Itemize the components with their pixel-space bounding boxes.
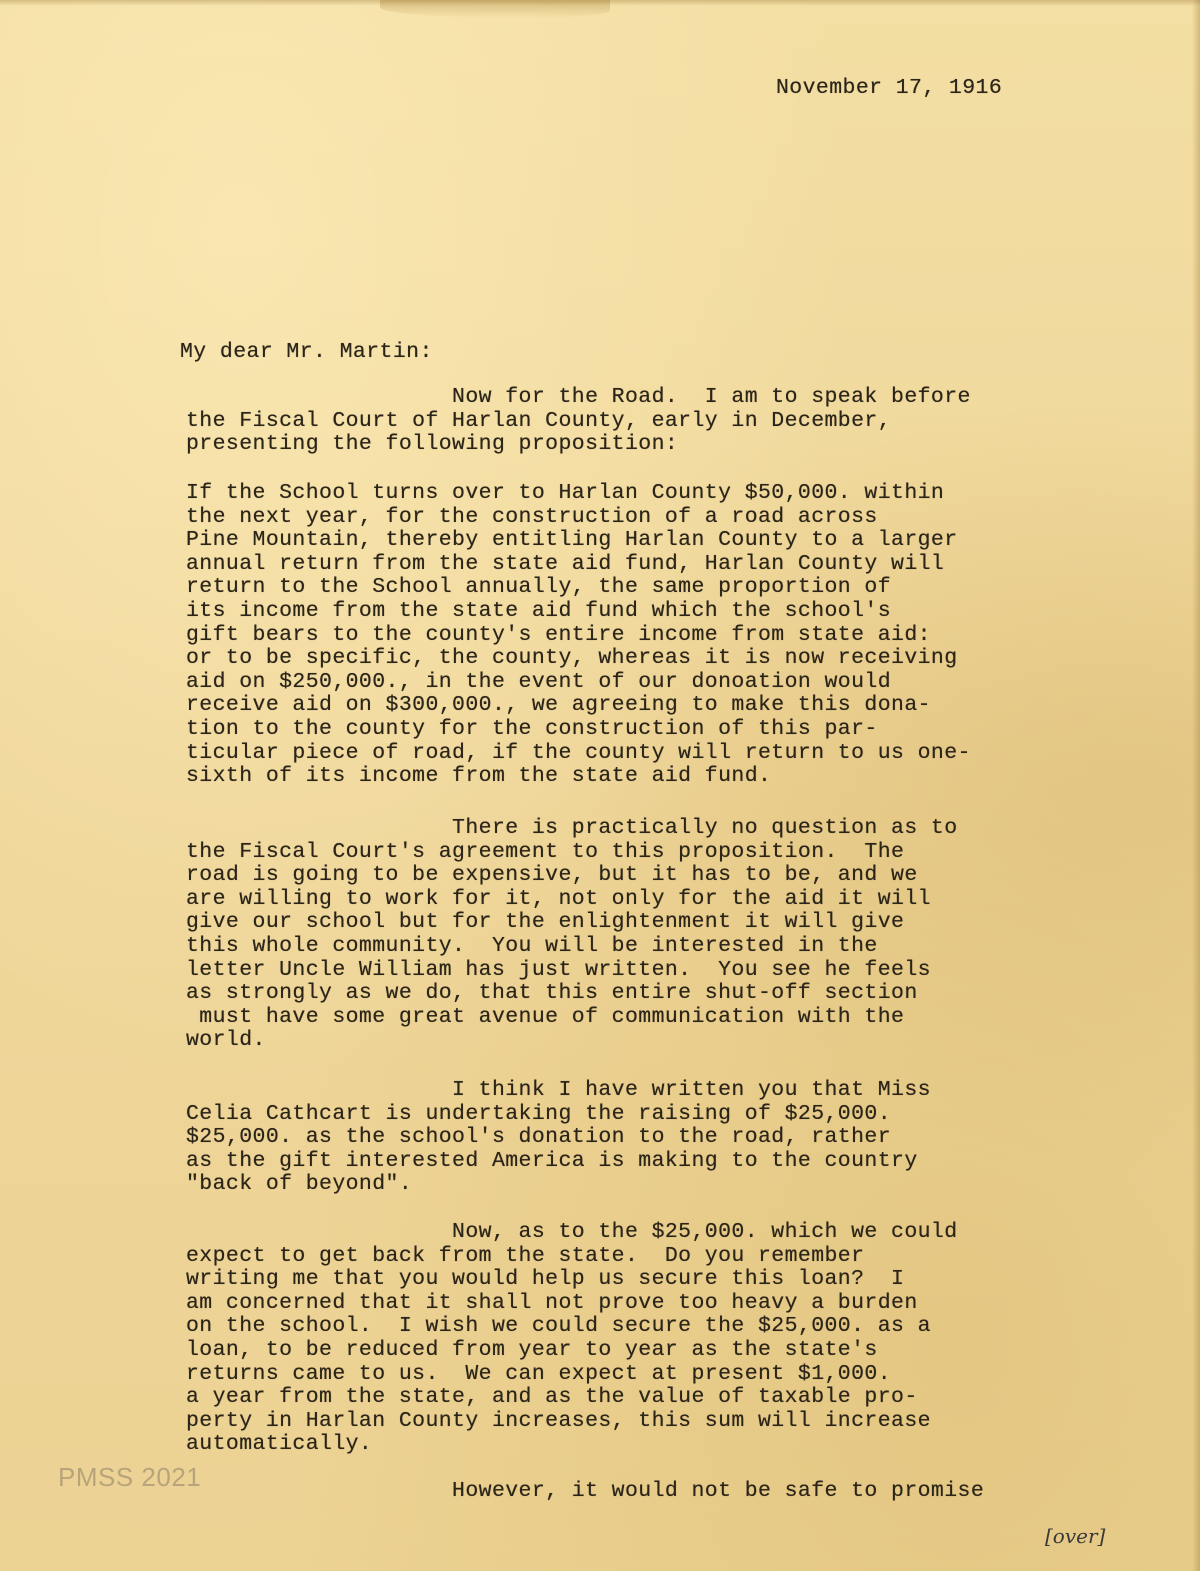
archive-watermark: PMSS 2021: [58, 1462, 202, 1492]
paragraph-however: However, it would not be safe to promise: [186, 1479, 985, 1503]
archive-note: [over]: [1045, 1524, 1106, 1548]
letter-date: November 17, 1916: [776, 76, 1003, 100]
paragraph-proposition: If the School turns over to Harlan County $50,000. within the next year, for the construction of a road across Pine Mountain, thereby entitling Harlan County to a larger annual return from the state aid fund, Harlan County will return to the School annually, the same proportion of its income from the state aid fund which the school's gift bears to the county's entire income from state aid: or to be specific, the county, whereas it is now receiving aid on $250,000., in the event of our donoation would receive aid on $300,000., we agreeing to make this dona- tion to the county for the construction of this par- ticular piece of road, if the county will return to us one- sixth of its income from the state aid fund.: [186, 481, 971, 789]
salutation: My dear Mr. Martin:: [180, 340, 433, 364]
paragraph-loan: Now, as to the $25,000. which we could expect to get back from the state. Do you remember writing me that you would help us secure this loan? I am concerned that it shall not prove too heavy a burden on the school. I wish we could secure the $25,000. as a loan, to be reduced from year to year as the state's returns came to us. We can expect at present $1,000. a year from the state, and as the value of taxable pro- perty in Harlan County increases, this sum will increase automatically.: [186, 1220, 958, 1457]
paper-tear: [380, 0, 610, 18]
paragraph-celia-cathcart: I think I have written you that Miss Celia Cathcart is undertaking the raising of $25,000. $25,000. as the school's donation to the road, rather as the gift interested America is making to the country "back of beyond".: [186, 1078, 931, 1197]
paragraph-road-intro: Now for the Road. I am to speak before the Fiscal Court of Harlan County, early in December, presenting the following proposition:: [186, 385, 971, 457]
paper-edge-right: [1192, 0, 1200, 1571]
paragraph-fiscal-court: There is practically no question as to the Fiscal Court's agreement to this proposition. The road is going to be expensive, but it has to be, and we are willing to work for it, not only for the aid it will give our school but for the enlightenment it will give this whole community. You will be interested in the letter Uncle William has just written. You see he feels as strongly as we do, that this entire shut-off section must have some great avenue of communication with the world.: [186, 816, 958, 1053]
